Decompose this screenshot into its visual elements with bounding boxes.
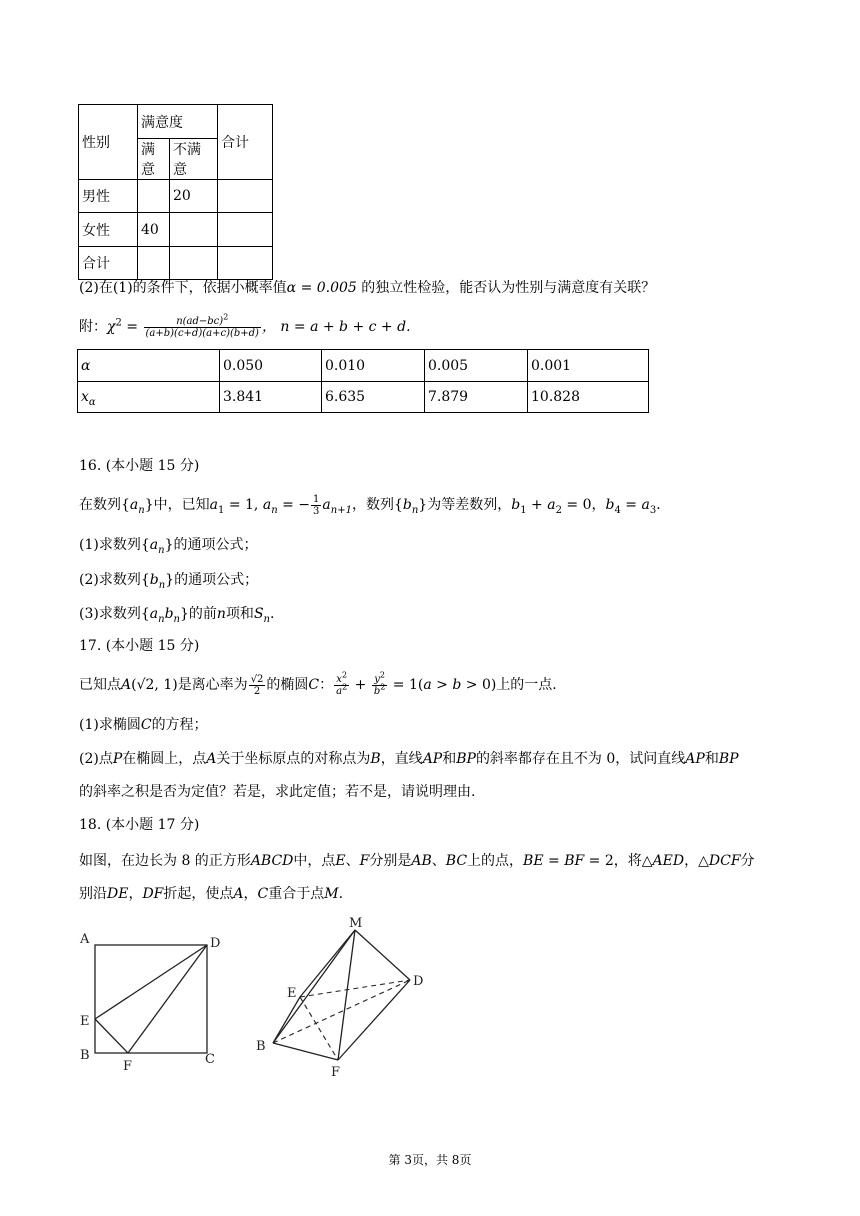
label-C: C	[205, 1052, 215, 1067]
question-16-header: 16. (本小题 15 分)	[79, 458, 200, 474]
chi-square-fraction: $\frac{n(ad-bc)^2}{(a+b)(c+d)(a+c)(b+d)}$	[145, 312, 259, 339]
question-15-part-2: (2)在(1)的条件下，依据小概率值α = 0.005 的独立性检验，能否认为性别与满意度有关联？	[79, 280, 656, 296]
page-footer: 第 3页，共 8页	[388, 1153, 472, 1167]
table-row: $x_\alpha$ 3.841 6.635 7.879 10.828	[78, 382, 649, 413]
chi-square-formula: 附：$\chi^2$ = $\frac{n(ad-bc)^2}{(a+b)(c+d)(a+c)(b+d)}$ ， n = a + b + c + d.	[79, 312, 411, 339]
table-row: α 0.050 0.010 0.005 0.001	[78, 350, 649, 382]
table-row: 女性 40	[79, 213, 273, 247]
question-16-part-3: (3)求数列$\{a_nb_n\}$的前n项和$S_n$.	[79, 606, 275, 625]
label-E: E	[80, 1014, 90, 1029]
question-16-part-1: (1)求数列$\{a_n\}$的通项公式；	[79, 537, 258, 556]
question-17-stem: 已知点A(√2, 1)是离心率为 $\frac{√2}{2}$ 的椭圆C： $\frac{x^2}{a^2}$ + $\frac{y^2}{b^2}$ = 1(a > b > 0)上的一点.	[79, 670, 557, 697]
question-18-header: 18. (本小题 17 分)	[79, 817, 200, 833]
pyramid-labels	[256, 916, 423, 1080]
header-satisfied: 满意	[138, 139, 170, 180]
question-18-stem: 如图，在边长为 8 的正方形ABCD中，点E、F分别是AB、BC上的点，BE = BF = 2，将△AED，△DCF分	[79, 853, 755, 869]
question-16-stem: 在数列$\{a_n\}$中，已知$a_1 = 1$, $a_n$ = − $\frac{1}{3}$ $a_{n+1}$，数列$\{b_n\}$为等差数列，$b_1 + a_2 = 0$，$b_4 = a_3$.	[79, 493, 661, 517]
label-E2: E	[287, 986, 297, 1001]
label-F2: F	[331, 1065, 341, 1080]
label-D2: D	[413, 974, 424, 989]
question-17-part-2-cont: 的斜率之积是否为定值？若是，求此定值；若不是，请说明理由.	[79, 784, 476, 800]
header-gender: 性别	[79, 105, 138, 180]
question-17-part-2: (2)点P在椭圆上，点A关于坐标原点的对称点为B，直线AP和BP的斜率都存在且不为 0，试问直线AP和BP	[79, 751, 739, 767]
square-diagram	[95, 945, 207, 1053]
question-17-part-1: (1)求椭圆C的方程；	[79, 717, 208, 733]
table-row: 合计	[79, 247, 273, 280]
question-16-part-2: (2)求数列$\{b_n\}$的通项公式；	[79, 572, 259, 591]
label-M: M	[349, 916, 363, 931]
label-B2: B	[256, 1039, 266, 1054]
label-F: F	[123, 1059, 133, 1074]
label-B: B	[80, 1048, 90, 1063]
table-row: 男性 20	[79, 180, 273, 213]
header-total: 合计	[218, 105, 273, 180]
critical-value-table	[77, 349, 649, 413]
label-D: D	[210, 936, 221, 951]
question-17-header: 17. (本小题 15 分)	[79, 638, 200, 654]
question-18-stem-cont: 别沿DE，DF折起，使点A，C重合于点M.	[79, 886, 344, 902]
geometry-figure	[70, 915, 440, 1080]
satisfaction-table	[78, 104, 273, 280]
label-A: A	[80, 932, 90, 947]
header-satisfaction: 满意度	[138, 105, 218, 139]
header-unsatisfied: 不满意	[170, 139, 218, 180]
